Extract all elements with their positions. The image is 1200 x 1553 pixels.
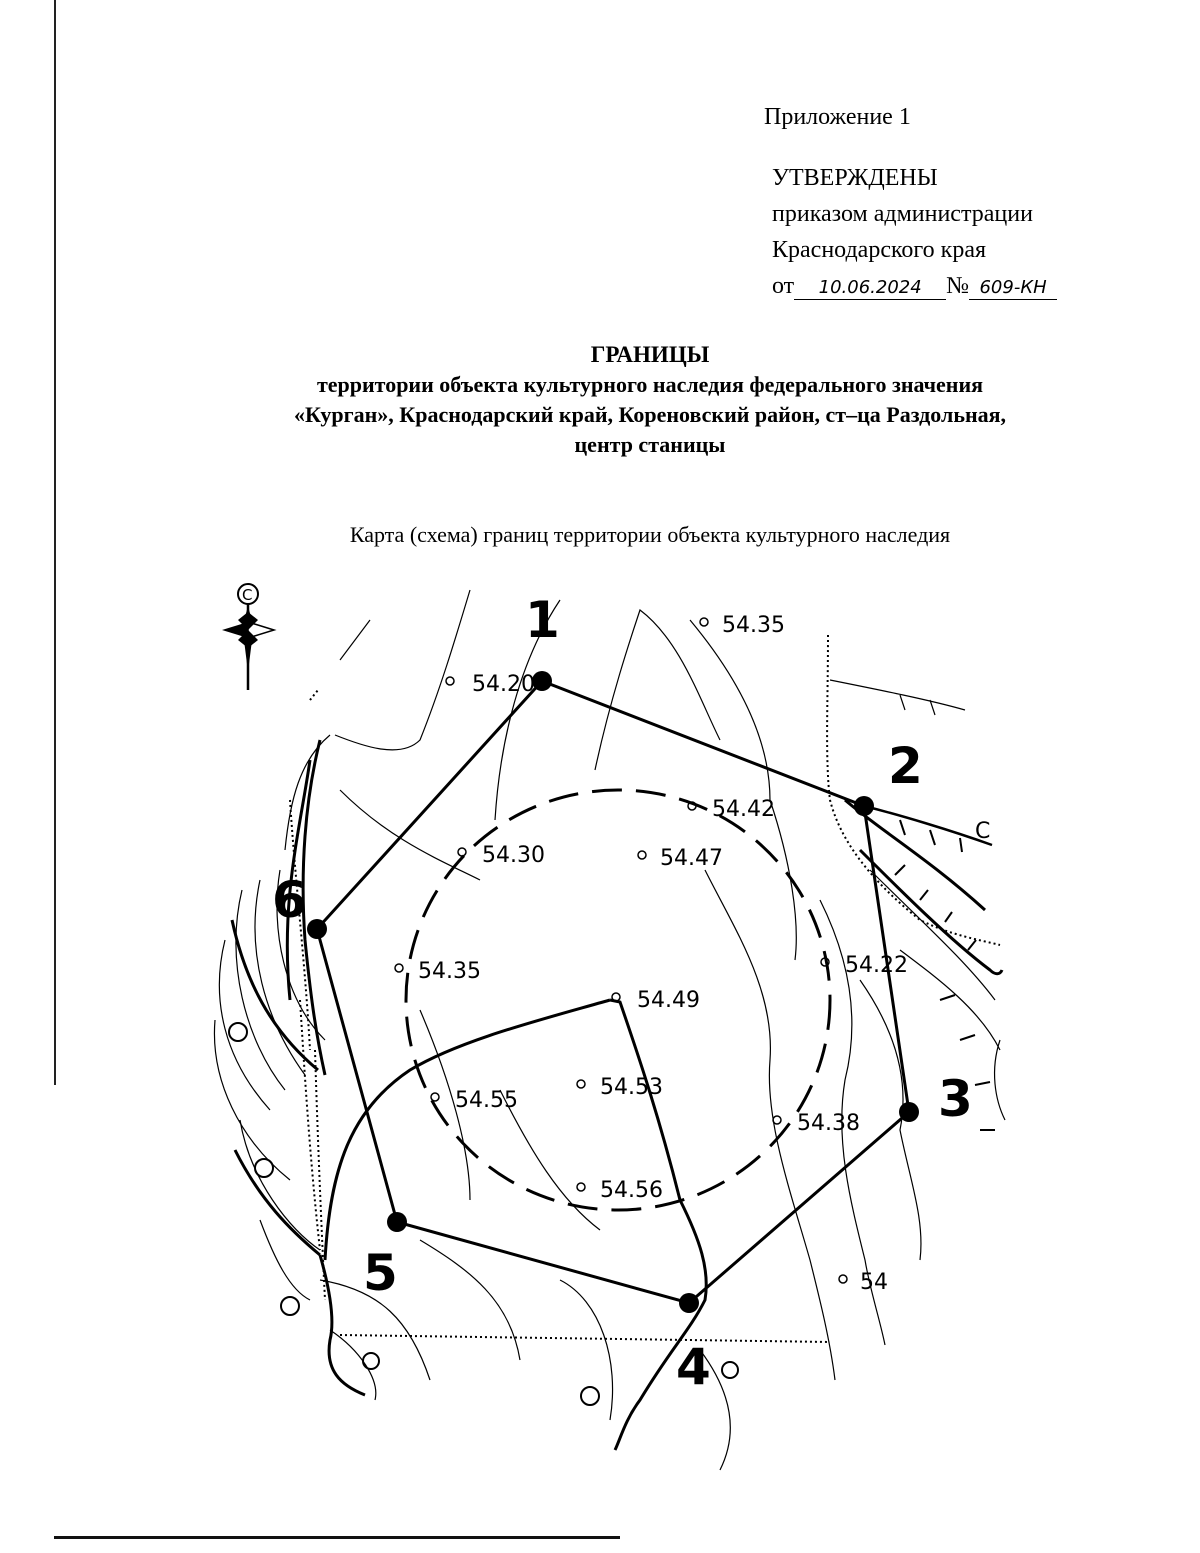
boundary-point-2 bbox=[854, 796, 874, 816]
elevation-label: 54 bbox=[860, 1270, 888, 1295]
elevation-label: 54.55 bbox=[455, 1088, 518, 1113]
boundary-point-4 bbox=[679, 1293, 699, 1313]
road-line bbox=[864, 806, 992, 845]
appendix-label: Приложение 1 bbox=[764, 104, 911, 130]
elevation-label: 54.35 bbox=[418, 959, 481, 984]
point-label-2: 2 bbox=[888, 737, 923, 795]
elevation-label: 54.22 bbox=[845, 953, 908, 978]
number-prefix: № bbox=[946, 273, 970, 299]
map-caption: Карта (схема) границ территории объекта культурного наследия bbox=[349, 522, 951, 547]
boundary-point-3 bbox=[899, 1102, 919, 1122]
approval-line-1: приказом администрации bbox=[772, 201, 1033, 227]
point-label-1: 1 bbox=[525, 591, 560, 649]
north-label: С bbox=[242, 586, 253, 604]
boundary-point-5 bbox=[387, 1212, 407, 1232]
elevation-label: 54.56 bbox=[600, 1178, 663, 1203]
point-label-4: 4 bbox=[676, 1338, 711, 1396]
elevation-label: 54.30 bbox=[482, 843, 545, 868]
elevation-labels bbox=[418, 613, 908, 1295]
road-label: С bbox=[975, 819, 991, 844]
boundary-point-1 bbox=[532, 671, 552, 691]
point-label-3: 3 bbox=[938, 1070, 973, 1128]
approval-date: 10.06.2024 bbox=[794, 277, 946, 300]
elevation-label: 54.42 bbox=[712, 797, 775, 822]
approval-line-2: Краснодарского края bbox=[772, 237, 987, 263]
heading-line-1: территории объекта культурного наследия федерального значения bbox=[316, 372, 984, 397]
elevation-label: 54.47 bbox=[660, 846, 723, 871]
north-arrow-icon bbox=[222, 584, 274, 690]
elevation-label: 54.35 bbox=[722, 613, 785, 638]
heading-title: ГРАНИЦЫ bbox=[590, 342, 710, 367]
heading-line-3: центр станицы bbox=[574, 432, 726, 457]
elevation-label: 54.49 bbox=[637, 988, 700, 1013]
point-label-6: 6 bbox=[272, 871, 307, 929]
point-label-5: 5 bbox=[363, 1244, 398, 1302]
contour-lines bbox=[214, 590, 1005, 1470]
approval-title: УТВЕРЖДЕНЫ bbox=[772, 165, 938, 191]
boundary-point-dots bbox=[307, 671, 919, 1313]
approval-number: 609-КН bbox=[969, 277, 1057, 300]
boundary-point-6 bbox=[307, 919, 327, 939]
heading-line-2: «Курган», Краснодарский край, Кореновский район, ст–ца Раздольная, bbox=[293, 402, 1007, 427]
elevation-label: 54.38 bbox=[797, 1111, 860, 1136]
elevation-label: 54.20 bbox=[472, 672, 535, 697]
elevation-label: 54.53 bbox=[600, 1075, 663, 1100]
date-prefix: от bbox=[772, 273, 795, 299]
